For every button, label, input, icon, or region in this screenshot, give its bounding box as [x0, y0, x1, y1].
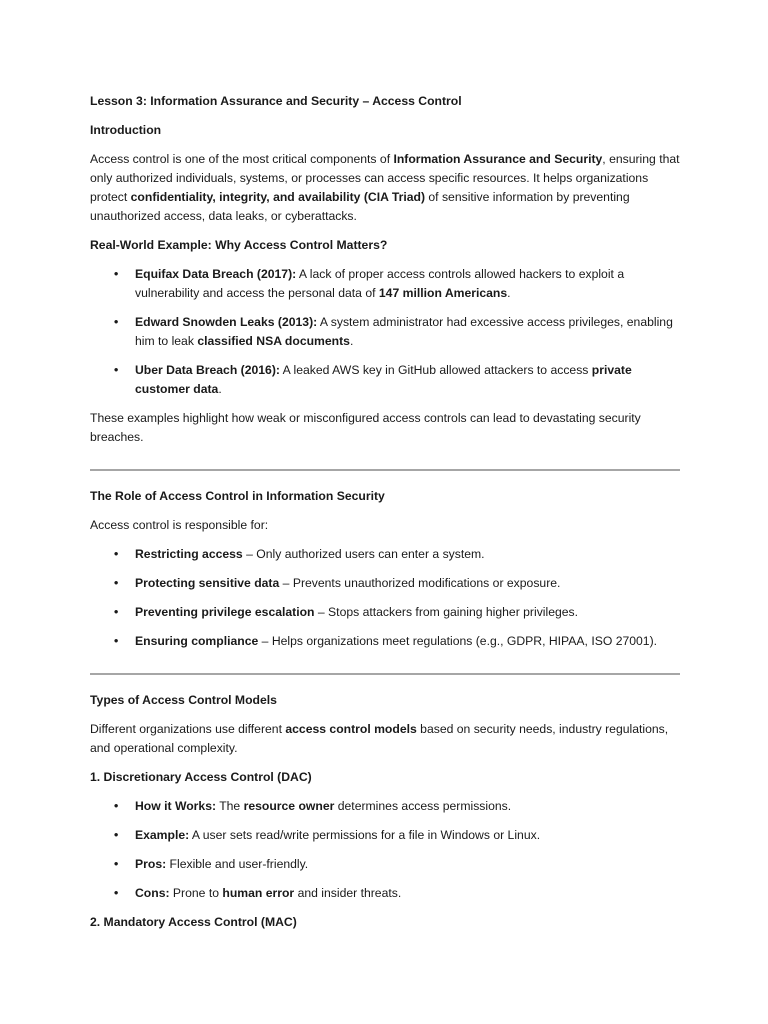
- list-item: • Ensuring compliance – Helps organizations meet regulations (e.g., GDPR, HIPAA, ISO 27001).: [90, 632, 680, 651]
- lesson-title: Lesson 3: Information Assurance and Security – Access Control: [90, 94, 462, 108]
- mac-heading: 2. Mandatory Access Control (MAC): [90, 915, 297, 929]
- role-list: [90, 545, 680, 651]
- list-item: • Example: A user sets read/write permissions for a file in Windows or Linux.: [90, 826, 680, 845]
- list-item: • Restricting access – Only authorized users can enter a system.: [90, 545, 680, 564]
- document-page: [90, 92, 680, 942]
- examples-closing: These examples highlight how weak or misconfigured access controls can lead to devastating security breaches.: [90, 411, 641, 444]
- list-item: • Preventing privilege escalation – Stops attackers from gaining higher privileges.: [90, 603, 680, 622]
- role-intro: Access control is responsible for:: [90, 518, 269, 532]
- dac-heading: 1. Discretionary Access Control (DAC): [90, 770, 312, 784]
- list-item: • Uber Data Breach (2016): A leaked AWS key in GitHub allowed attackers to access private customer data.: [90, 361, 680, 399]
- list-item: • Pros: Flexible and user-friendly.: [90, 855, 680, 874]
- list-item: • Edward Snowden Leaks (2013): A system administrator had excessive access privileges, enabling him to leak classified NSA documents.: [90, 313, 680, 351]
- list-item: • Cons: Prone to human error and insider threats.: [90, 884, 680, 903]
- intro-heading: Introduction: [90, 123, 162, 137]
- role-heading: The Role of Access Control in Information Security: [90, 489, 385, 503]
- models-intro: Different organizations use different access control models based on security needs, industry regulations, and operational complexity.: [90, 722, 669, 755]
- section-divider: [90, 673, 680, 675]
- models-heading: Types of Access Control Models: [90, 693, 277, 707]
- dac-list: [90, 797, 680, 903]
- intro-paragraph: Access control is one of the most critical components of Information Assurance and Security, ensuring that only authorized individuals, systems, or processes can access specific resources. It helps organizations protect confidentiality, integrity, and availability (CIA Triad) of sensitive information by preventing unauthorized access, data leaks, or cyberattacks.: [90, 152, 680, 223]
- examples-heading: Real-World Example: Why Access Control Matters?: [90, 238, 388, 252]
- section-divider: [90, 469, 680, 471]
- list-item: • Protecting sensitive data – Prevents unauthorized modifications or exposure.: [90, 574, 680, 593]
- list-item: • How it Works: The resource owner determines access permissions.: [90, 797, 680, 816]
- examples-list: [90, 265, 680, 399]
- list-item: • Equifax Data Breach (2017): A lack of proper access controls allowed hackers to exploit a vulnerability and access the personal data of 147 million Americans.: [90, 265, 680, 303]
